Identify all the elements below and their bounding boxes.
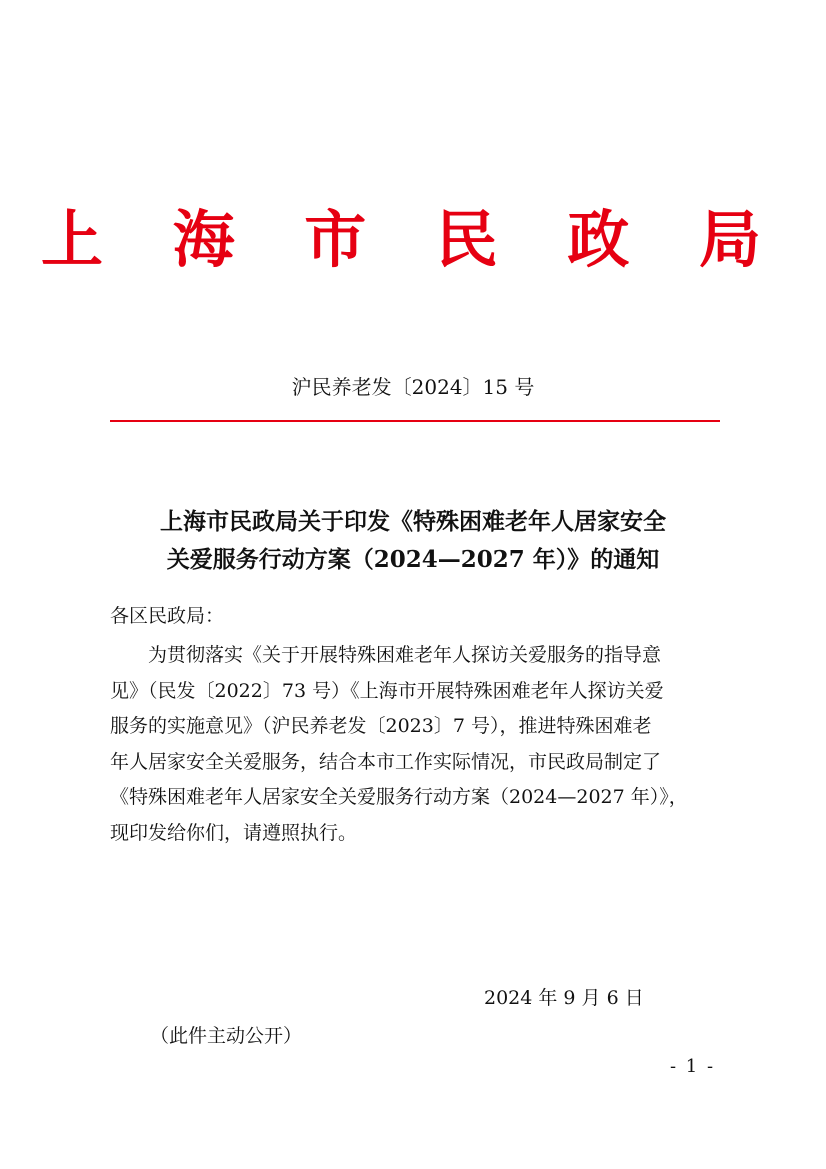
document-number: 沪民养老发〔2024〕15 号 (291, 375, 535, 399)
issue-date: 2024 年 9 月 6 日 (484, 987, 644, 1009)
page-number: - 1 - (670, 1056, 716, 1077)
salutation: 各区民政局： (110, 605, 225, 627)
title-line-1: 上海市民政局关于印发《特殊困难老年人居家安全 (160, 508, 666, 535)
body-line: 《特殊困难老年人居家安全关爱服务行动方案（2024—2027 年）》， (110, 786, 688, 808)
body-paragraph (110, 638, 722, 851)
document-title (60, 503, 766, 579)
body-line: 为贯彻落实《关于开展特殊困难老年人探访关爱服务的指导意 (148, 644, 662, 666)
body-line: 现印发给你们，请遵照执行。 (110, 821, 358, 844)
title-line-2: 关爱服务行动方案（2024—2027 年）》的通知 (166, 546, 660, 573)
red-divider-line (110, 420, 720, 422)
body-line: 见》（民发〔2022〕73 号）《上海市开展特殊困难老年人探访关爱 (110, 679, 664, 702)
body-line: 年人居家安全关爱服务，结合本市工作实际情况，市民政局制定了 (110, 750, 662, 773)
disclosure-note: （此件主动公开） (150, 1025, 303, 1047)
issuing-organization-header: 上 海 市 民 政 局 (41, 203, 785, 276)
body-line: 服务的实施意见》（沪民养老发〔2023〕7 号），推进特殊困难老 (110, 715, 652, 737)
